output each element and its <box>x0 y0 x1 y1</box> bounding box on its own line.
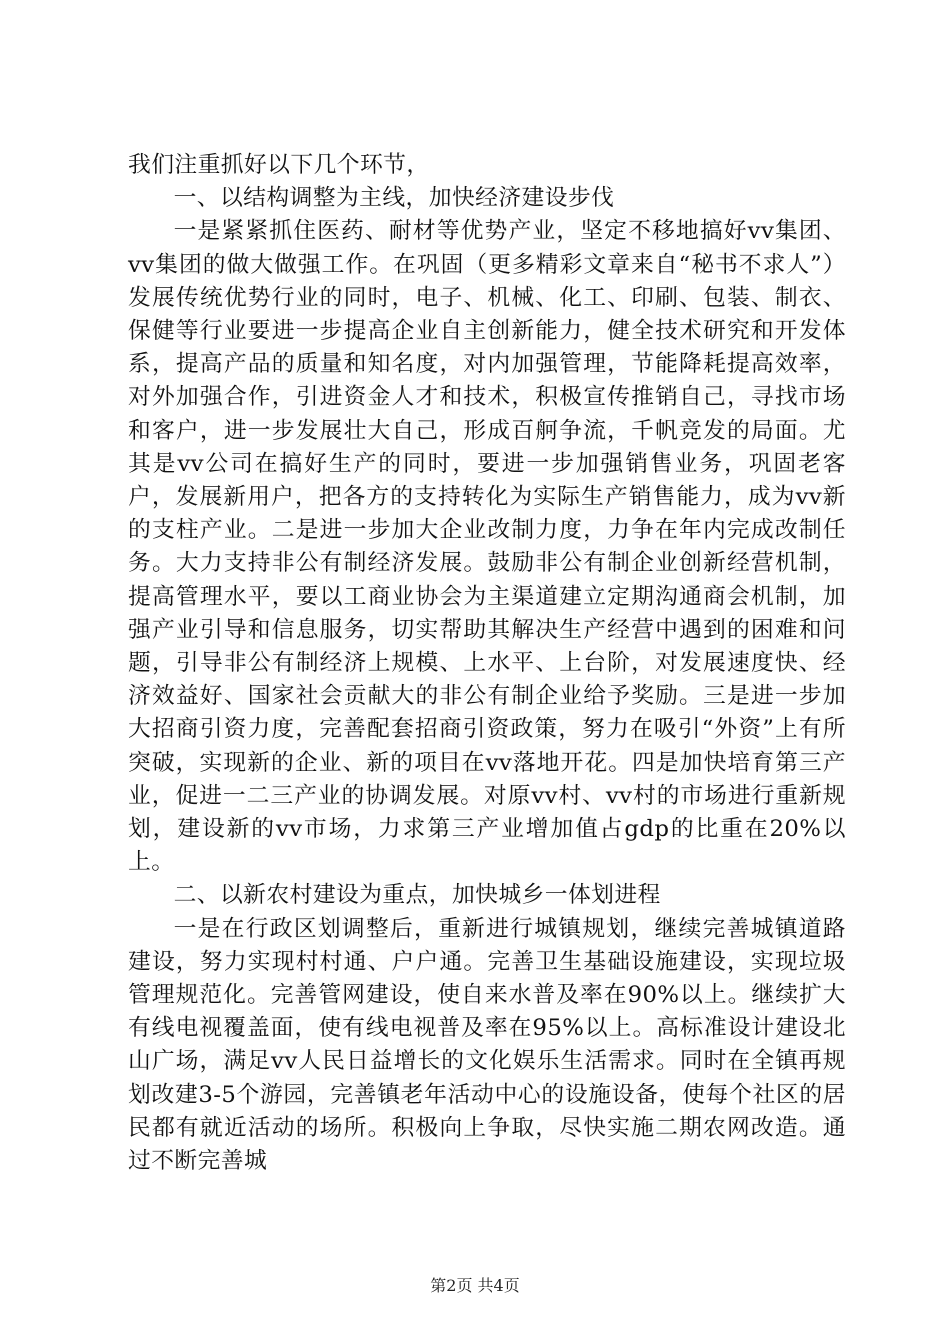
section-heading-1: 一、以结构调整为主线，加快经济建设步伐 <box>173 185 615 212</box>
section-heading-2: 二、以新农村建设为重点，加快城乡一体划进程 <box>173 882 661 909</box>
section-body-1: 一是紧紧抓住医药、耐材等优势产业，坚定不移地搞好vv集团、vv集团的做大做强工作。在巩固（更多精彩文章来自“秘书不求人”）发展传统优势行业的同时，电子、机械、化工、印刷、包装、制衣、保健等行业要进一步提高企业自主创新能力，健全技术研究和开发体系，提高产品的质量和知名度，对内加强管理，节能降耗提高效率，对外加强合作，引进资金人才和技术，积极宣传推销自己，寻找市场和客户，进一步发展壮大自己，形成百舸争流，千帆竞发的局面。尤其是vv公司在搞好生产的同时，要进一步加强销售业务，巩固老客户，发展新用户，把各方的支持转化为实际生产销售能力，成为vv新的支柱产业。二是进一步加大企业改制力度，力争在年内完成改制任务。大力支持非公有制经济发展。鼓励非公有制企业创新经营机制，提高管理水平，要以工商业协会为主渠道建立定期沟通商会机制，加强产业引导和信息服务，切实帮助其解决生产经营中遇到的困难和问题，引导非公有制经济上规模、上水平、上台阶，对发展速度快、经济效益好、国家社会贡献大的非公有制企业给予奖励。三是进一步加大招商引资力度，完善配套招商引资政策，努力在吸引“外资”上有所突破，实现新的企业、新的项目在vv落地开花。四是加快培育第三产业，促进一二三产业的协调发展。对原vv村、vv村的市场进行重新规划，建设新的vv市场，力求第三产业增加值占gdp的比重在20%以上。 <box>128 218 846 876</box>
section-body-2: 一是在行政区划调整后，重新进行城镇规划，继续完善城镇道路建设，努力实现村村通、户户通。完善卫生基础设施建设，实现垃圾管理规范化。完善管网建设，使自来水普及率在90%以上。继续扩大有线电视覆盖面，使有线电视普及率在95%以上。高标准设计建设北山广场，满足vv人民日益增长的文化娱乐生活需求。同时在全镇再规划改建3-5个游园，完善镇老年活动中心的设施设备，使每个社区的居民都有就近活动的场所。积极向上争取，尽快实施二期农网改造。通过不断完善城 <box>128 915 846 1175</box>
page-number-footer: 第2页 共4页 <box>430 1276 520 1295</box>
intro-line: 我们注重抓好以下几个环节， <box>128 152 430 178</box>
document-body <box>128 149 846 1178</box>
